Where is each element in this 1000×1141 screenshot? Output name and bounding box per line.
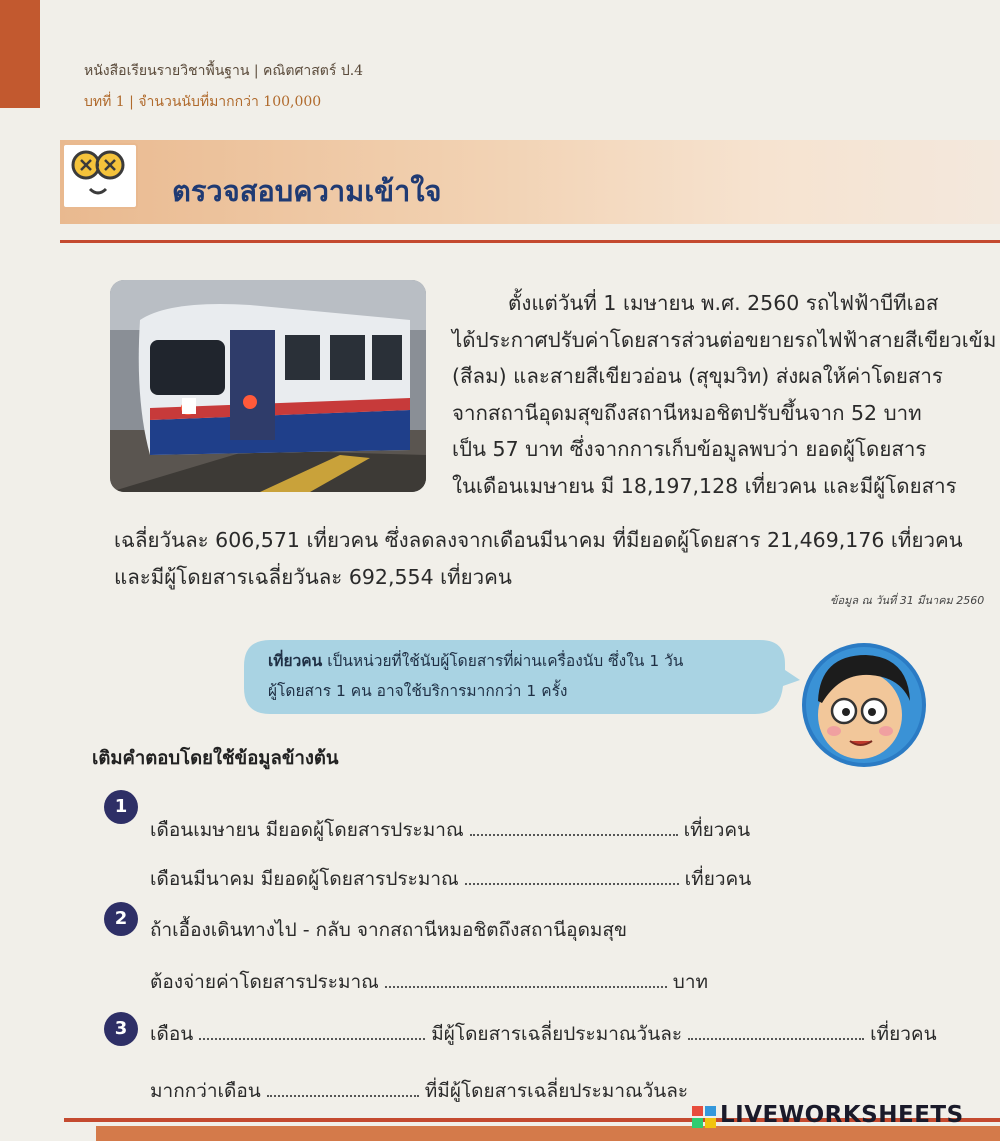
q2-line2-label: ต้องจ่ายค่าโดยสารประมาณ (150, 971, 379, 993)
q2-line1: ถ้าเอื้องเดินทางไป - กลับ จากสถานีหมอชิตถึงสถานีอุดมสุข (150, 919, 628, 941)
question-number-badge: 3 (104, 1012, 138, 1046)
q3-line1-b: มีผู้โดยสารเฉลี่ยประมาณวันละ (431, 1023, 683, 1045)
passage-line: เป็น 57 บาท ซึ่งจากการเก็บข้อมูลพบว่า ยอดผู้โดยสาร (452, 437, 927, 462)
instruction-heading: เติมคำตอบโดยใช้ข้อมูลข้างต้น (92, 748, 339, 769)
q1-line1-unit: เที่ยวคน (683, 819, 751, 841)
passage-line: ในเดือนเมษายน มี 18,197,128 เที่ยวคน และมีผู้โดยสาร (452, 473, 957, 498)
bubble-term: เที่ยวคน (268, 652, 323, 670)
q1-line2-unit: เที่ยวคน (684, 868, 752, 890)
q3-line1-a: เดือน (150, 1023, 194, 1045)
answer-blank[interactable] (199, 1022, 425, 1040)
cartoon-boy-avatar (800, 641, 928, 769)
answer-blank[interactable] (465, 867, 679, 885)
footer-band (96, 1126, 1000, 1141)
q3-line2-b: ที่มีผู้โดยสารเฉลี่ยประมาณวันละ (424, 1080, 689, 1102)
q3-line2-a: มากกว่าเดือน (150, 1080, 261, 1102)
passage-full-width (114, 522, 963, 595)
q3-line2 (150, 1076, 688, 1106)
q1-line1-label: เดือนเมษายน มียอดผู้โดยสารประมาณ (150, 819, 464, 841)
data-source-note: ข้อมูล ณ วันที่ 31 มีนาคม 2560 (830, 594, 985, 607)
q1-line1 (150, 815, 750, 845)
passage-right-column (452, 285, 996, 505)
passage-line: เฉลี่ยวันละ 606,571 เที่ยวคน ซึ่งลดลงจากเดือนมีนาคม ที่มียอดผู้โดยสาร 21,469,176 เที่ยวคน (114, 528, 963, 552)
q3-line1 (150, 1019, 937, 1049)
q2-line2-unit: บาท (672, 971, 709, 993)
q1-line2 (150, 864, 751, 894)
answer-blank[interactable] (267, 1079, 419, 1097)
passage-line: (สีลม) และสายสีเขียวอ่อน (สุขุมวิท) ส่งผลให้ค่าโดยสาร (452, 364, 943, 389)
magnifier-glasses-icon (62, 143, 138, 209)
bubble-line2: ผู้โดยสาร 1 คน อาจใช้บริการมากกว่า 1 ครั้ง (268, 682, 568, 700)
bubble-line1: เป็นหน่วยที่ใช้นับผู้โดยสารที่ผ่านเครื่องนับ ซึ่งใน 1 วัน (322, 652, 684, 670)
watermark-text: LIVEWORKSHEETS (720, 1102, 964, 1128)
q1-line2-label: เดือนมีนาคม มียอดผู้โดยสารประมาณ (150, 868, 459, 890)
passage-line: และมีผู้โดยสารเฉลี่ยวันละ 692,554 เที่ยวคน (114, 564, 512, 589)
bts-train-photo (110, 280, 426, 492)
section-divider (60, 240, 1000, 243)
q3-line1-unit: เที่ยวคน (870, 1023, 937, 1045)
bubble-text (268, 646, 683, 706)
question-number-badge: 2 (104, 902, 138, 936)
chapter-header: บทที่ 1 | จำนวนนับที่มากกว่า 100,000 (84, 94, 322, 110)
book-title-header: หนังสือเรียนรายวิชาพื้นฐาน | คณิตศาสตร์ ป.4 (84, 63, 364, 79)
liveworksheets-logo-icon (692, 1106, 716, 1128)
page-edge-strip (0, 0, 40, 108)
answer-blank[interactable] (470, 818, 678, 836)
passage-line: ตั้งแต่วันที่ 1 เมษายน พ.ศ. 2560 รถไฟฟ้าบีทีเอส (508, 291, 939, 315)
passage-line: ได้ประกาศปรับค่าโดยสารส่วนต่อขยายรถไฟฟ้าสายสีเขียวเข้ม (452, 327, 997, 352)
section-title: ตรวจสอบความเข้าใจ (172, 174, 442, 208)
answer-blank[interactable] (688, 1022, 864, 1040)
answer-blank[interactable] (385, 970, 667, 988)
question-number-badge: 1 (104, 790, 138, 824)
passage-line: จากสถานีอุดมสุขถึงสถานีหมอชิตปรับขึ้นจาก 52 บาท (452, 400, 922, 425)
q2-line2 (150, 967, 708, 997)
